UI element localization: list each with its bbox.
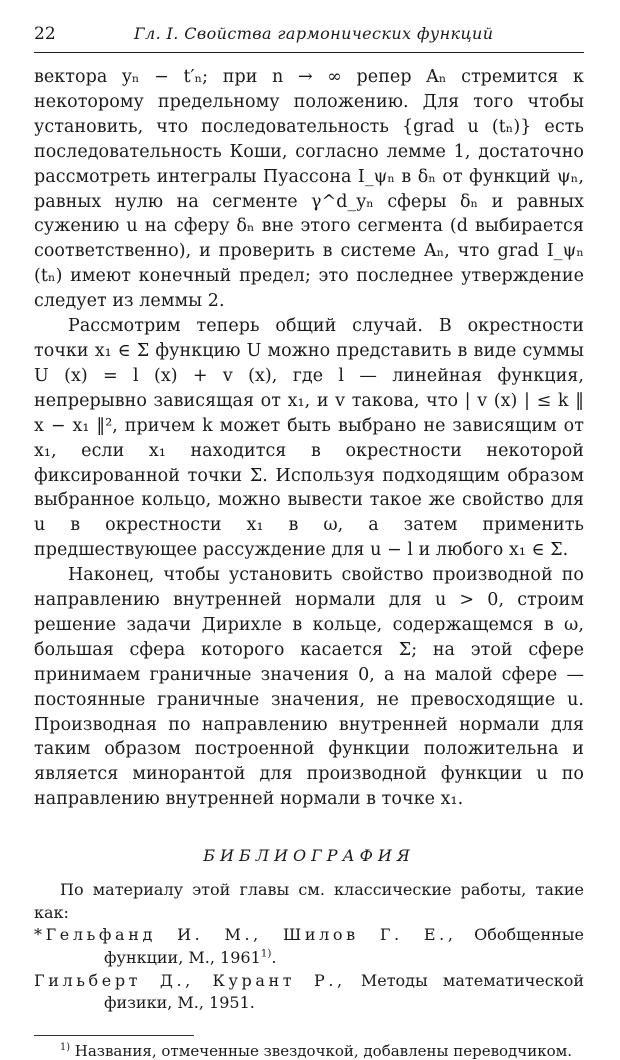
- entry-details: Методы математической физики, М., 1951.: [104, 970, 584, 1013]
- main-text: [34, 65, 584, 812]
- paragraph-2: Рассмотрим теперь общий случай. В окрестности точки x₁ ∈ Σ функцию U можно представить в виде суммы U (x) = l (x) + v (x), где l — линейная функция, непрерывно зависящая от x₁, и v такова, что | v (x) | ≤ k ‖ x − x₁ ‖², причем k может быть выбрано не зависящим от x₁, если x₁ находится в окрестности некоторой фиксированной точки Σ. Используя подходящим образом выбранное кольцо, можно вывести такое же свойство для u в окрестности x₁ в ω, а затем применить предшествующее рассуждение для u − l и любого x₁ ∈ Σ.: [34, 316, 584, 561]
- paragraph-3: Наконец, чтобы установить свойство производной по направлению внутренней нормали для u > 0, строим решение задачи Дирихле в кольце, содержащемся в ω, большая сфера которого касается Σ; на этой сфере принимаем граничные значения 0, а на малой сфере — постоянные граничные значения, не превосходящие u. Производная по направлению внутренней нормали для таким образом построенной функции положительна и является минорантой для производной функции u по направлению внутренней нормали в точке x₁.: [34, 565, 584, 810]
- page-number: 22: [34, 24, 56, 44]
- paragraph-1: вектора yₙ − t′ₙ; при n → ∞ репер Aₙ стремится к некоторому предельному положению. Для того чтобы установить, что последовательность {grad u (tₙ)} есть последовательность Коши, согласно лемме 1, достаточно рассмотреть интегралы Пуассона I_ψₙ в δₙ от функций ψₙ, равных нулю на сегменте γ^d_yₙ сферы δₙ и равных сужению u на сферу δₙ вне этого сегмента (d выбирается соответственно), и проверить в системе Aₙ, что grad I_ψₙ (tₙ) имеют конечный предел; это последнее утверждение следует из леммы 2.: [34, 67, 584, 312]
- entry-authors: *Гельфанд И. М., Шилов Г. Е.,: [34, 925, 457, 945]
- footnote-text: Названия, отмеченные звездочкой, добавлены переводчиком.: [70, 1041, 573, 1060]
- page-header: [34, 24, 584, 46]
- footnote: [34, 1042, 584, 1060]
- entry-authors: Гильберт Д., Курант Р.,: [34, 970, 346, 990]
- book-page: [34, 24, 584, 1060]
- running-title: Гл. I. Свойства гармонических функций: [134, 24, 494, 43]
- footnote-mark: 1): [60, 1041, 71, 1053]
- bibliography: [34, 879, 584, 1015]
- entry-details: Обобщенные функции, М., 1961: [104, 925, 584, 967]
- footnote-marker: 1): [260, 947, 272, 960]
- bibliography-entry: [34, 970, 584, 1015]
- bibliography-title: БИБЛИОГРАФИЯ: [203, 846, 415, 866]
- footnote-rule: [34, 1035, 194, 1036]
- bibliography-entry: [34, 924, 584, 969]
- entry-end: .: [271, 947, 277, 967]
- bibliography-intro: По материалу этой главы см. классические работы, такие как:: [34, 880, 584, 922]
- header-rule: [34, 52, 584, 53]
